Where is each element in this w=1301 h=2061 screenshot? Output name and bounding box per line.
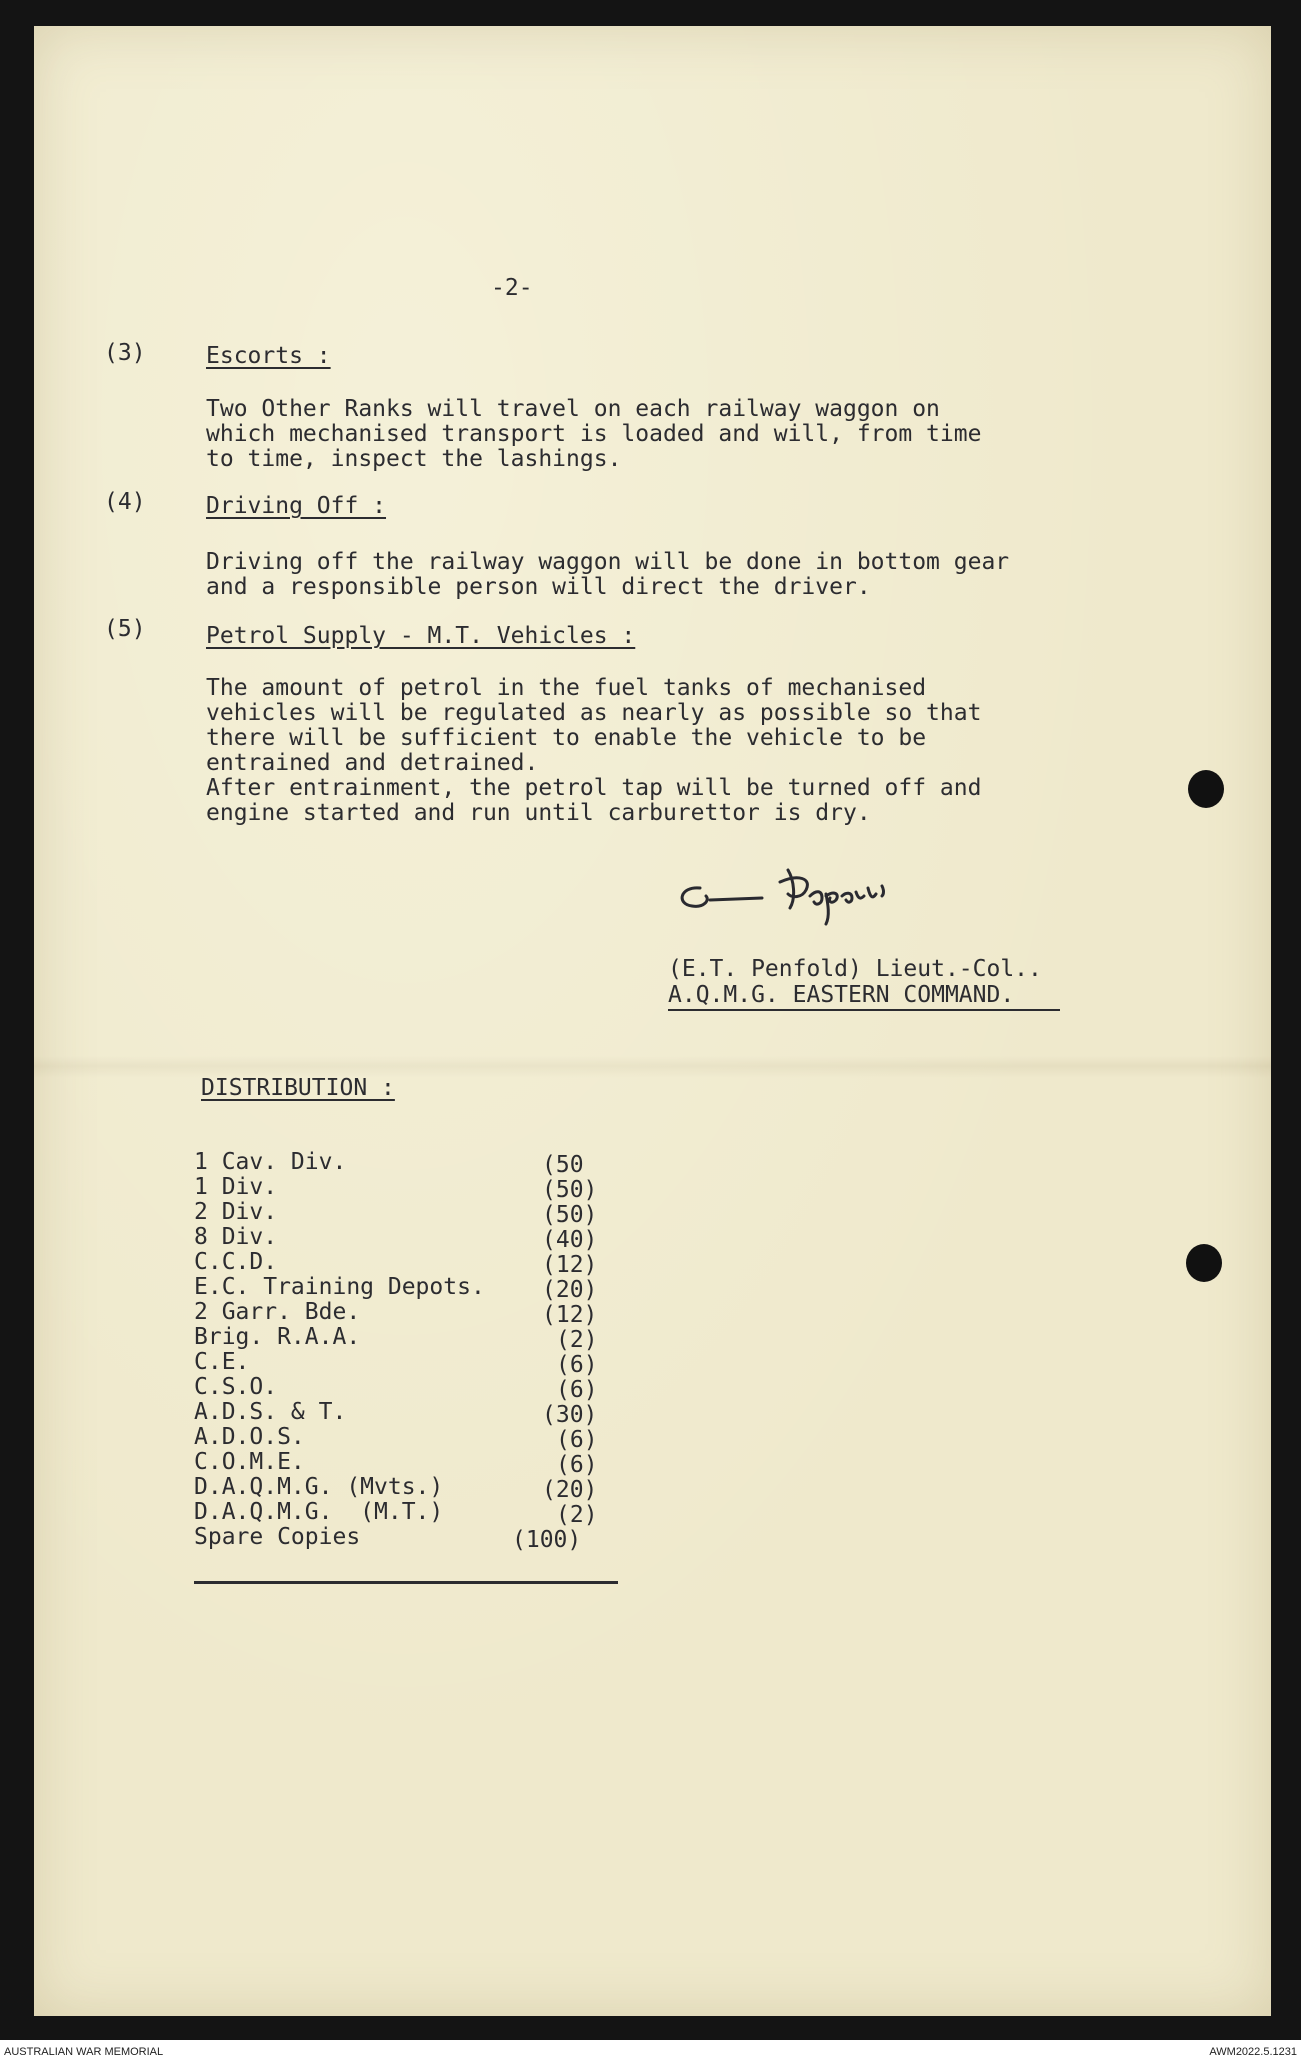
punch-hole [1186,1244,1222,1282]
section-number: (5) [104,616,146,642]
distribution-end-rule [194,1581,618,1584]
distribution-entry-name: E.C. Training Depots. [194,1274,485,1300]
distribution-entry-name: A.D.O.S. [194,1424,305,1450]
distribution-entry-name: Spare Copies [194,1524,361,1550]
distribution-entry-name: D.A.Q.M.G. (M.T.) [194,1499,444,1525]
distribution-entry-name: C.C.D. [194,1249,278,1275]
footer-reference: AWM2022.5.1231 [1209,2046,1297,2058]
distribution-entry-name: A.D.S. & T. [194,1399,347,1425]
distribution-entry-count: (6) [556,1377,598,1403]
section-heading: Escorts : [206,343,331,369]
signatory-name: (E.T. Penfold) Lieut.-Col.. [668,956,1042,982]
section-heading: Driving Off : [206,493,387,519]
distribution-entry-name: 2 Div. [194,1199,278,1225]
distribution-heading: DISTRIBUTION : [201,1075,395,1101]
distribution-entry-count: (20) [542,1477,598,1503]
section-heading: Petrol Supply - M.T. Vehicles : [206,623,636,649]
paragraph-line: to time, inspect the lashings. [206,446,622,472]
distribution-entry-count: (2) [556,1502,598,1528]
distribution-entry-name: C.E. [194,1349,250,1375]
handwritten-signature [670,860,950,930]
distribution-entry-name: 8 Div. [194,1224,278,1250]
distribution-entry-count: (40) [542,1227,598,1253]
paragraph-line: there will be sufficient to enable the vehicle to be [206,725,927,751]
distribution-entry-count: (12) [542,1252,598,1278]
distribution-entry-count: (6) [556,1352,598,1378]
distribution-entry-name: Brig. R.A.A. [194,1324,361,1350]
distribution-entry-name: 1 Div. [194,1174,278,1200]
paragraph-line: Two Other Ranks will travel on each railway waggon on [206,396,940,422]
paragraph-line: which mechanised transport is loaded and will, from time [206,421,982,447]
document-page [34,26,1271,2016]
distribution-entry-count: (12) [542,1302,598,1328]
footer-institution: AUSTRALIAN WAR MEMORIAL [4,2046,164,2058]
page-number: -2- [491,275,533,301]
paragraph-line: vehicles will be regulated as nearly as possible so that [206,700,982,726]
paragraph-line: Driving off the railway waggon will be done in bottom gear [206,549,1010,575]
distribution-entry-count: (6) [556,1427,598,1453]
distribution-entry-count: (30) [542,1402,598,1428]
paragraph-line: The amount of petrol in the fuel tanks of mechanised [206,675,927,701]
paragraph-line: engine started and run until carburettor is dry. [206,800,871,826]
distribution-entry-name: C.O.M.E. [194,1449,305,1475]
punch-hole [1188,770,1224,808]
distribution-entry-name: D.A.Q.M.G. (Mvts.) [194,1474,444,1500]
signature-underline [668,1009,1060,1011]
distribution-entry-count: (100) [512,1527,582,1553]
distribution-entry-name: 1 Cav. Div. [194,1149,347,1175]
distribution-entry-count: (50) [542,1202,598,1228]
paragraph-line: entrained and detrained. [206,750,539,776]
distribution-entry-name: C.S.O. [194,1374,278,1400]
distribution-entry-count: (2) [556,1327,598,1353]
paragraph-line: and a responsible person will direct the driver. [206,574,871,600]
footer [0,2046,1301,2061]
distribution-entry-count: (50 [542,1152,584,1178]
distribution-entry-count: (6) [556,1452,598,1478]
signatory-title: A.Q.M.G. EASTERN COMMAND. [668,982,1015,1008]
paragraph-line: After entrainment, the petrol tap will be turned off and [206,775,982,801]
distribution-entry-count: (20) [542,1277,598,1303]
section-number: (4) [104,489,146,515]
distribution-entry-count: (50) [542,1177,598,1203]
section-number: (3) [104,340,146,366]
distribution-entry-name: 2 Garr. Bde. [194,1299,361,1325]
